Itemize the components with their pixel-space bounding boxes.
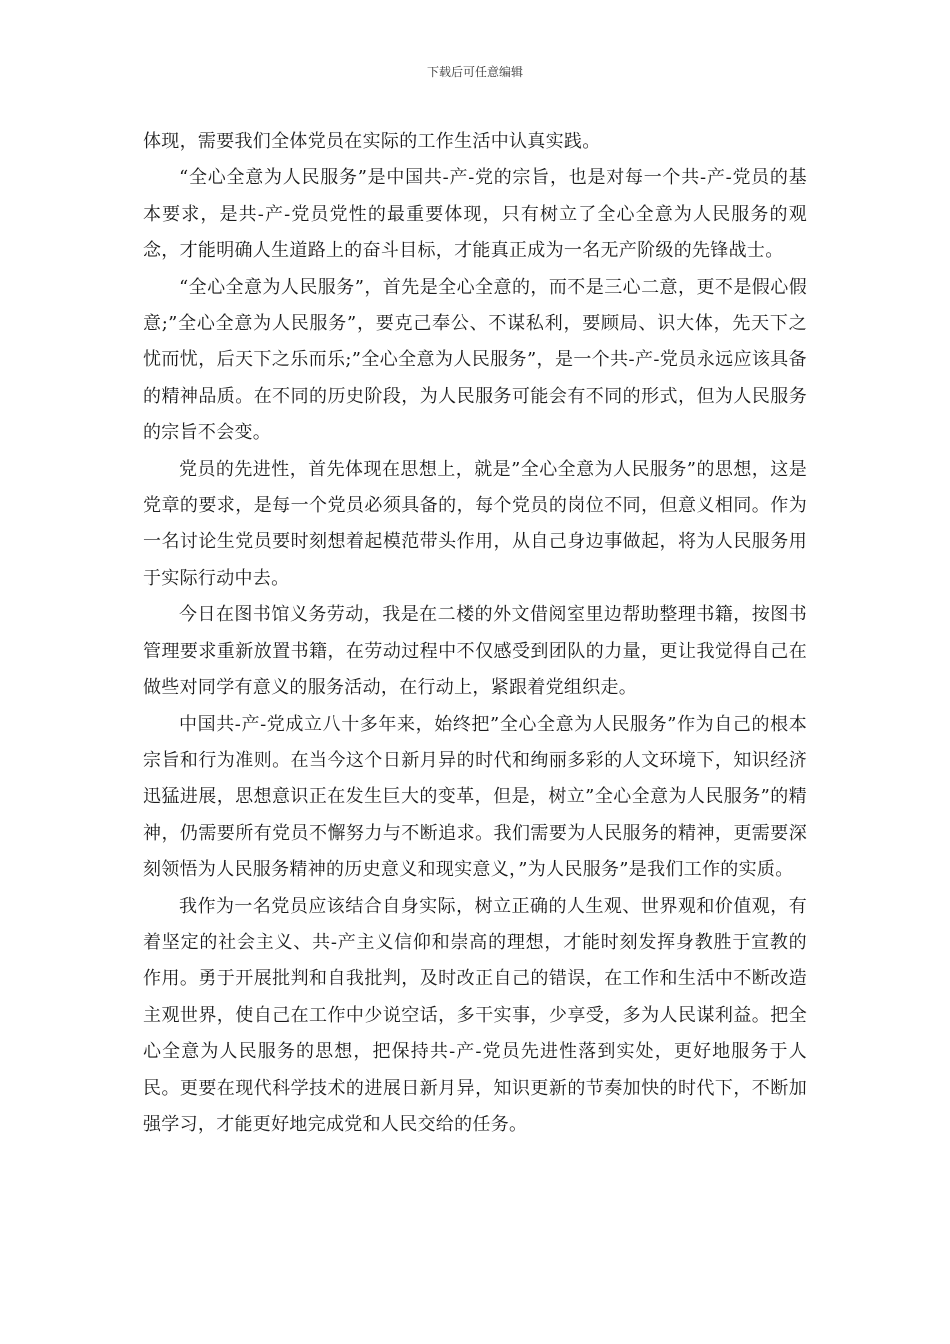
- paragraph-5: 今日在图书馆义务劳动，我是在二楼的外文借阅室里边帮助整理书籍，按图书管理要求重新放置书籍，在劳动过程中不仅感受到团队的力量，更让我觉得自己在做些对同学有意义的服务活动，在行动上，紧跟着党组织走。: [143, 604, 807, 699]
- paragraph-6: 中国共-产-党成立八十多年来，始终把”全心全意为人民服务”作为自己的根本宗旨和行为准则。在当今这个日新月异的时代和绚丽多彩的人文环境下，知识经济迅猛进展，思想意识正在发生巨大的变革，但是，树立”全心全意为人民服务”的精神，仍需要所有党员不懈努力与不断追求。我们需要为人民服务的精神，更需要深刻领悟为人民服务精神的历史意义和现实意义，”为人民服务”是我们工作的实质。: [143, 713, 807, 881]
- paragraph-4: 党员的先进性，首先体现在思想上，就是”全心全意为人民服务”的思想，这是党章的要求，是每一个党员必须具备的，每个党员的岗位不同，但意义相同。作为一名讨论生党员要时刻想着起模范带头作用，从自己身边事做起，将为人民服务用于实际行动中去。: [143, 458, 807, 589]
- paragraph-7: 我作为一名党员应该结合自身实际，树立正确的人生观、世界观和价值观，有着坚定的社会主义、共-产主义信仰和崇高的理想，才能时刻发挥身教胜于宣教的作用。勇于开展批判和自我批判，及时改正自己的错误，在工作和生活中不断改造主观世界，使自己在工作中少说空话，多干实事，少享受，多为人民谋利益。把全心全意为人民服务的思想，把保持共-产-党员先进性落到实处，更好地服务于人民。更要在现代科学技术的进展日新月异，知识更新的节奏加快的时代下，不断加强学习，才能更好地完成党和人民交给的任务。: [143, 895, 807, 1135]
- paragraph-3: “全心全意为人民服务”，首先是全心全意的，而不是三心二意，更不是假心假意;”全心全意为人民服务”，要克己奉公、不谋私利，要顾局、识大体，先天下之忧而忧，后天下之乐而乐;”全心全意为人民服务”，是一个共-产-党员永远应该具备的精神品质。在不同的历史阶段，为人民服务可能会有不同的形式，但为人民服务的宗旨不会变。: [143, 276, 807, 444]
- page-header: 下载后可任意编辑: [426, 65, 523, 79]
- document-body: [143, 124, 807, 1143]
- paragraph-1: 体现，需要我们全体党员在实际的工作生活中认真实践。: [143, 131, 601, 152]
- paragraph-2: “全心全意为人民服务”是中国共-产-党的宗旨，也是对每一个共-产-党员的基本要求，是共-产-党员党性的最重要体现，只有树立了全心全意为人民服务的观念，才能明确人生道路上的奋斗目标，才能真正成为一名无产阶级的先锋战士。: [143, 167, 807, 262]
